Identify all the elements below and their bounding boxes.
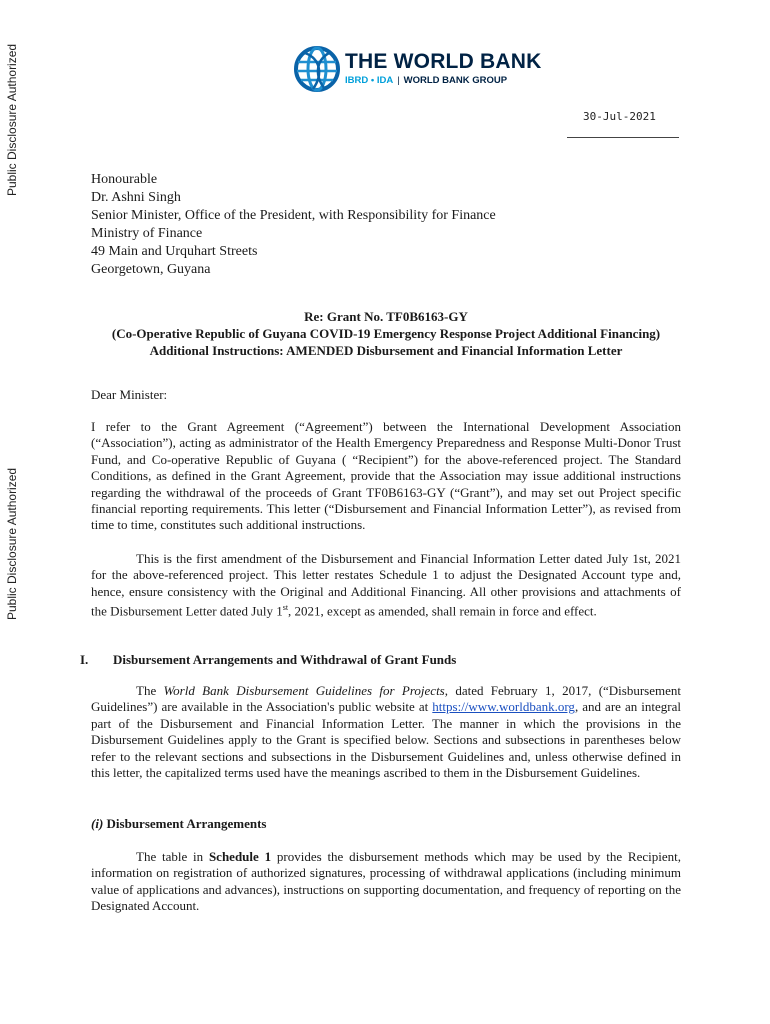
letter-date: 30-Jul-2021: [583, 110, 656, 123]
addressee-line: Honourable: [91, 172, 158, 187]
guidelines-text-end: , and are an integral part of the Disbursement and Financial Information Letter. The manner in which the provisions in the Disbursement Guidelines apply to the Grant is specified below. Sections and subsections in parentheses below refer to the relevant sections and subsections in the Disbursement Guidelines and, unless otherwise defined in this letter, the capitalized terms used have the meanings ascribed to them in the Disbursement Guidelines.: [91, 699, 681, 781]
addressee-block: [91, 171, 496, 279]
amendment-sup: st: [282, 603, 289, 613]
addressee-line: Ministry of Finance: [91, 226, 203, 241]
guidelines-title: World Bank Disbursement Guidelines for Projects: [163, 683, 445, 698]
subsection-number: (i): [91, 816, 104, 831]
amendment-text-end: , 2021, except as amended, shall remain in force and effect.: [288, 603, 597, 619]
guidelines-text-mid: , dated February 1, 2017, (“Disbursement Guidelines”) are available in the Association's public website at: [91, 683, 682, 715]
subject-line-3: Additional Instructions: AMENDED Disbursement and Financial Information Letter: [149, 343, 623, 358]
addressee-line: 49 Main and Urquhart Streets: [91, 244, 258, 259]
globe-icon: [293, 45, 341, 93]
addressee-line: Dr. Ashni Singh: [91, 190, 181, 205]
logo-subtitle: [345, 75, 507, 86]
paragraph-amendment: [91, 551, 681, 620]
subject-block: [91, 308, 681, 359]
worldbank-link[interactable]: https://www.worldbank.org: [432, 699, 575, 715]
logo-group: WORLD BANK GROUP: [403, 75, 508, 86]
section-heading: [80, 652, 456, 668]
disclosure-stamp-top: Public Disclosure Authorized: [5, 43, 19, 196]
salutation: Dear Minister:: [91, 387, 168, 402]
schedule-ref: Schedule 1: [208, 849, 272, 864]
paragraph-schedule: [91, 849, 681, 915]
schedule-text-end: provides the disbursement methods which may be used by the Recipient, information on registration of authorized signatures, processing of withdrawal applications (including minimum value of applications and advances), instructions on supporting documentation, and frequency of reporting on the Designated Account.: [91, 849, 681, 914]
logo-title: THE WORLD BANK: [345, 50, 542, 73]
schedule-text: The table in: [136, 849, 209, 864]
subject-line-1: Re: Grant No. TF0B6163-GY: [304, 309, 468, 324]
guidelines-text: The: [136, 683, 164, 698]
amendment-text: This is the first amendment of the Disbursement and Financial Information Letter dated July 1st, 2021 for the above-referenced project. This letter restates Schedule 1 to adjust the Designated Account type and, hence, ensure consistency with the Original and Additional Financing. All other provisions and attachments of the Disbursement Letter dated July 1: [91, 551, 681, 619]
section-title: Disbursement Arrangements and Withdrawal of Grant Funds: [113, 652, 457, 667]
logo-ibrd-ida: IBRD • IDA: [345, 75, 394, 86]
subject-line-2: (Co-Operative Republic of Guyana COVID-19 Emergency Response Project Additional Financing): [111, 326, 661, 341]
addressee-line: Senior Minister, Office of the President, with Responsibility for Finance: [91, 208, 496, 223]
logo-separator: |: [397, 75, 400, 86]
paragraph-intro: I refer to the Grant Agreement (“Agreement”) between the International Development Association (“Association”), acting as administrator of the Health Emergency Preparedness and Response Multi-Donor Trust Fund, and Co-operative Republic of Guyana ( “Recipient”) for the above-referenced project. The Standard Conditions, as defined in the Grant Agreement, provide that the Association may issue additional instructions regarding the withdrawal of the proceeds of Grant TF0B6163-GY (“Grant”), and may set out Project specific financial reporting requirements. This letter (“Disbursement and Financial Information Letter”), as revised from time to time, constitutes such additional instructions.: [91, 419, 681, 533]
disclosure-stamp-middle: Public Disclosure Authorized: [5, 467, 19, 620]
section-number: I.: [80, 652, 89, 667]
date-underline: [567, 137, 679, 138]
subsection-title: Disbursement Arrangements: [106, 816, 267, 831]
world-bank-logo: [293, 45, 542, 95]
addressee-line: Georgetown, Guyana: [91, 262, 211, 277]
paragraph-guidelines: [91, 683, 681, 781]
subsection-heading: [91, 816, 267, 832]
